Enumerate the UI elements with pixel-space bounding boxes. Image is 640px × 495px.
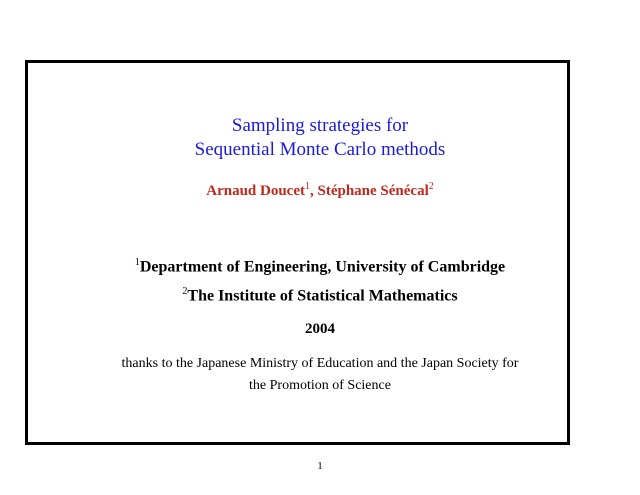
author-1-name: Arnaud Doucet (206, 183, 305, 199)
year: 2004 (305, 321, 335, 337)
author-2-mark: 2 (428, 181, 434, 192)
title-line-2: Sequential Monte Carlo methods (194, 139, 446, 160)
acknowledgement-line-1: thanks to the Japanese Ministry of Education and the Japan Society for (121, 356, 519, 371)
affiliation-2-mark: 2 (182, 286, 188, 297)
author-1-mark: 1 (305, 181, 310, 192)
affiliation-1-mark: 1 (134, 257, 140, 268)
affiliation-1 (0, 257, 640, 276)
affiliation-2 (0, 286, 640, 305)
author-2-name: Stéphane Sénécal (317, 183, 429, 199)
affiliation-1-name: Department of Engineering, University of Cambridge (139, 258, 506, 276)
author-line (0, 181, 640, 200)
acknowledgement-line-2: the Promotion of Science (249, 378, 391, 393)
page-number: 1 (317, 460, 323, 472)
author-separator: , (310, 183, 318, 199)
title-line-1: Sampling strategies for (231, 115, 409, 136)
affiliation-2-name: The Institute of Statistical Mathematics (187, 287, 458, 305)
slide-title (0, 114, 640, 162)
acknowledgement (0, 353, 640, 397)
